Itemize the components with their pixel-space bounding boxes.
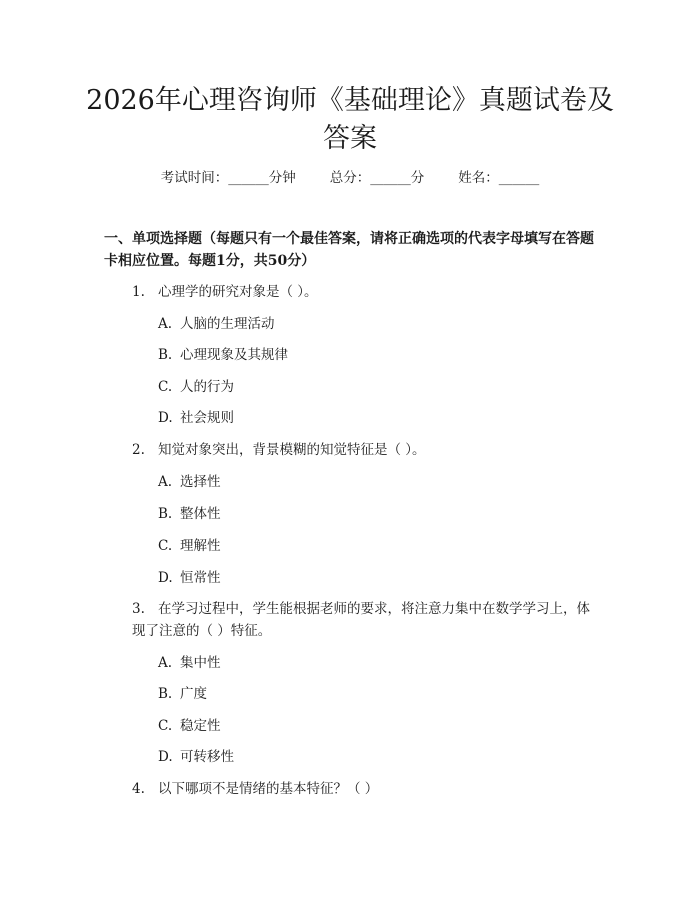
option-letter: B. bbox=[158, 347, 173, 363]
option-text: 广度 bbox=[180, 686, 207, 702]
option-text: 选择性 bbox=[180, 474, 221, 490]
option-1c bbox=[158, 376, 234, 398]
option-2a bbox=[158, 471, 221, 493]
question-number: 3. bbox=[132, 601, 145, 617]
question-4 bbox=[132, 778, 378, 800]
name-field: 姓名：______ bbox=[458, 170, 540, 186]
option-letter: C. bbox=[158, 538, 173, 554]
exam-time-field: 考试时间：______分钟 bbox=[160, 170, 296, 186]
option-letter: A. bbox=[158, 474, 173, 490]
option-text: 恒常性 bbox=[180, 570, 221, 586]
option-2b bbox=[158, 503, 221, 525]
question-text: 心理学的研究对象是（ ）。 bbox=[158, 284, 318, 300]
option-2c bbox=[158, 535, 221, 557]
option-text: 整体性 bbox=[180, 506, 221, 522]
option-letter: B. bbox=[158, 506, 173, 522]
question-number: 1. bbox=[132, 284, 145, 300]
option-text: 理解性 bbox=[180, 538, 221, 554]
option-3c bbox=[158, 715, 221, 737]
question-text: 知觉对象突出，背景模糊的知觉特征是（ ）。 bbox=[158, 442, 426, 458]
option-letter: C. bbox=[158, 718, 173, 734]
option-letter: D. bbox=[158, 410, 173, 426]
option-text: 心理现象及其规律 bbox=[180, 347, 288, 363]
question-text: 在学习过程中，学生能根据老师的要求，将注意力集中在数学学习上，体现了注意的（ ）特征。 bbox=[132, 601, 590, 639]
option-letter: C. bbox=[158, 379, 173, 395]
question-number: 4. bbox=[132, 781, 145, 797]
question-number: 2. bbox=[132, 442, 145, 458]
option-1b bbox=[158, 344, 288, 366]
question-2 bbox=[132, 439, 426, 461]
total-score-field: 总分：______分 bbox=[329, 170, 425, 186]
option-text: 稳定性 bbox=[180, 718, 221, 734]
option-letter: B. bbox=[158, 686, 173, 702]
question-1 bbox=[132, 281, 318, 303]
option-text: 可转移性 bbox=[180, 749, 234, 765]
option-1d bbox=[158, 407, 234, 429]
option-letter: D. bbox=[158, 570, 173, 586]
option-3d bbox=[158, 746, 234, 768]
option-text: 人脑的生理活动 bbox=[180, 316, 275, 332]
option-1a bbox=[158, 313, 275, 335]
question-text: 以下哪项不是情绪的基本特征？（ ） bbox=[158, 781, 379, 797]
option-text: 人的行为 bbox=[180, 379, 234, 395]
option-text: 社会规则 bbox=[180, 410, 234, 426]
exam-info-line bbox=[0, 168, 700, 188]
option-3a bbox=[158, 652, 221, 674]
section-heading-single-choice: 一、单项选择题（每题只有一个最佳答案，请将正确选项的代表字母填写在答题卡相应位置。每题1分，共50分） bbox=[104, 231, 594, 269]
option-2d bbox=[158, 567, 221, 589]
option-3b bbox=[158, 683, 207, 705]
option-letter: A. bbox=[158, 655, 173, 671]
option-text: 集中性 bbox=[180, 655, 221, 671]
question-3 bbox=[132, 598, 602, 642]
exam-title: 2026年心理咨询师《基础理论》真题试卷及答案 bbox=[86, 85, 614, 154]
option-letter: D. bbox=[158, 749, 173, 765]
option-letter: A. bbox=[158, 316, 173, 332]
